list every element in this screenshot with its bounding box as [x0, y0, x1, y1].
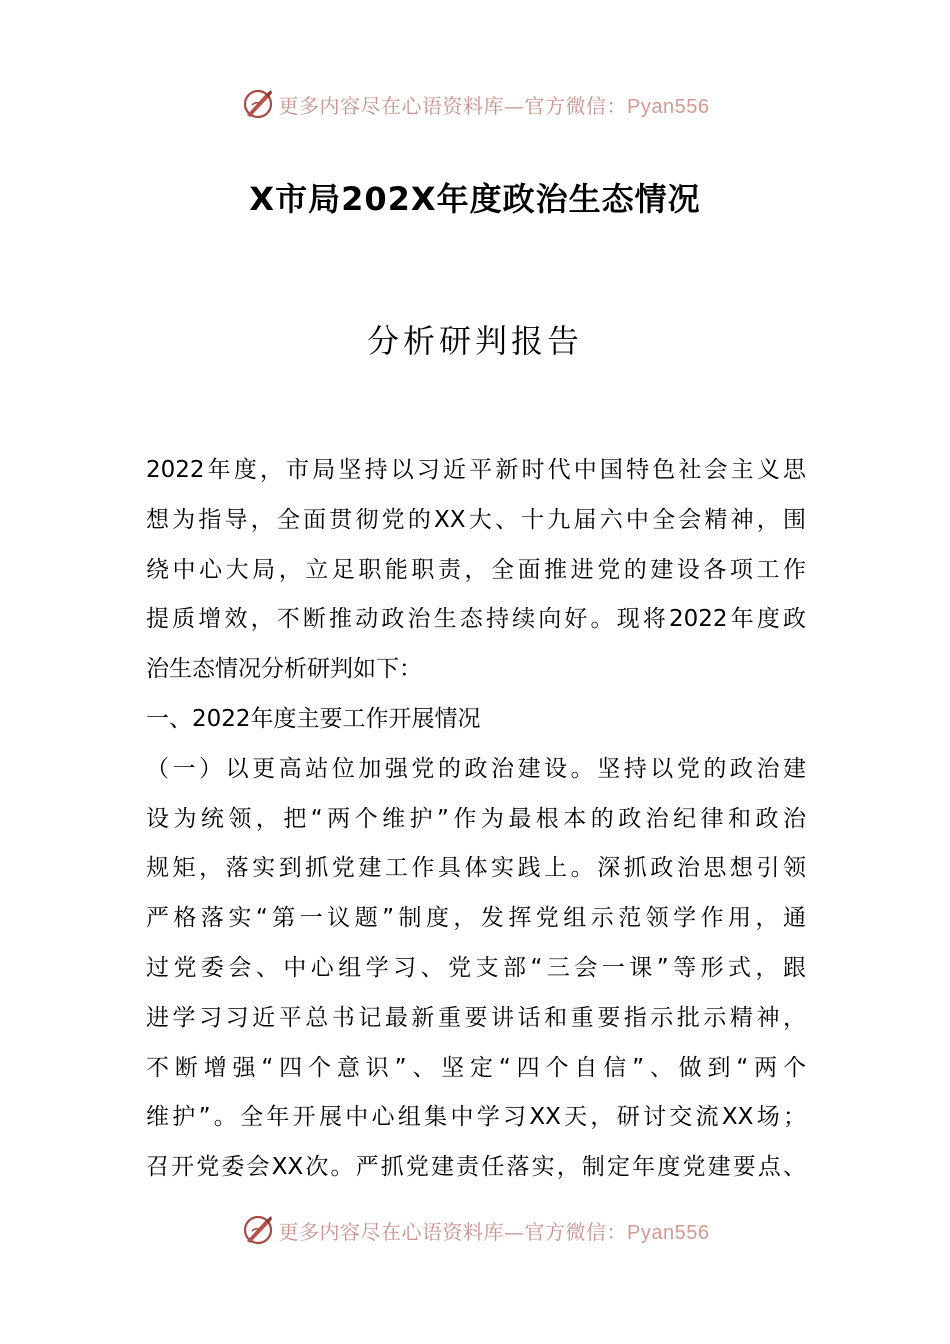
document-title-line-2: 分析研判报告 [366, 322, 583, 360]
body-line: 规矩，落实到抓党建工作具体实践上。深抓政治思想引领 [146, 855, 806, 882]
body-line: 维护”。全年开展中心组集中学习XX天，研讨交流XX场； [146, 1104, 806, 1131]
body-line: （一）以更高站位加强党的政治建设。坚持以党的政治建 [146, 755, 806, 782]
document-body [146, 446, 826, 1193]
watermark-text [279, 1216, 710, 1245]
section-heading: 一、2022年度主要工作开展情况 [146, 705, 481, 732]
document-title-line-1: X市局202X年度政治生态情况 [249, 180, 701, 218]
watermark-text-cn: 更多内容尽在心语资料库—官方微信： [278, 93, 628, 118]
watermark-text [279, 90, 710, 119]
body-line: 不断增强“四个意识”、坚定“四个自信”、做到“两个 [146, 1054, 806, 1081]
header-watermark [0, 82, 950, 126]
watermark-wechat-id: Pyan556 [627, 95, 710, 118]
watermark-wechat-id: Pyan556 [627, 1221, 710, 1244]
body-line: 严格落实“第一议题”制度，发挥党组示范领学作用，通 [146, 905, 806, 932]
body-line: 提质增效，不断推动政治生态持续向好。现将2022年度政 [146, 606, 806, 633]
body-line: 治生态情况分析研判如下： [146, 656, 422, 683]
watermark-text-cn: 更多内容尽在心语资料库—官方微信： [278, 1219, 628, 1244]
body-line: 召开党委会XX次。严抓党建责任落实，制定年度党建要点、 [146, 1154, 806, 1181]
body-line: 绕中心大局，立足职能职责，全面推进党的建设各项工作 [146, 556, 806, 583]
body-line: 想为指导，全面贯彻党的XX大、十九届六中全会精神，围 [146, 506, 806, 533]
body-line: 设为统领，把“两个维护”作为最根本的政治纪律和政治 [146, 805, 806, 832]
quill-pen-seal-icon [241, 87, 275, 121]
body-line: 过党委会、中心组学习、党支部“三会一课”等形式，跟 [146, 954, 806, 981]
body-line: 2022年度，市局坚持以习近平新时代中国特色社会主义思 [146, 457, 806, 483]
footer-watermark [0, 1208, 950, 1252]
quill-pen-seal-icon [241, 1213, 275, 1247]
body-line: 进学习习近平总书记最新重要讲话和重要指示批示精神， [146, 1004, 806, 1031]
